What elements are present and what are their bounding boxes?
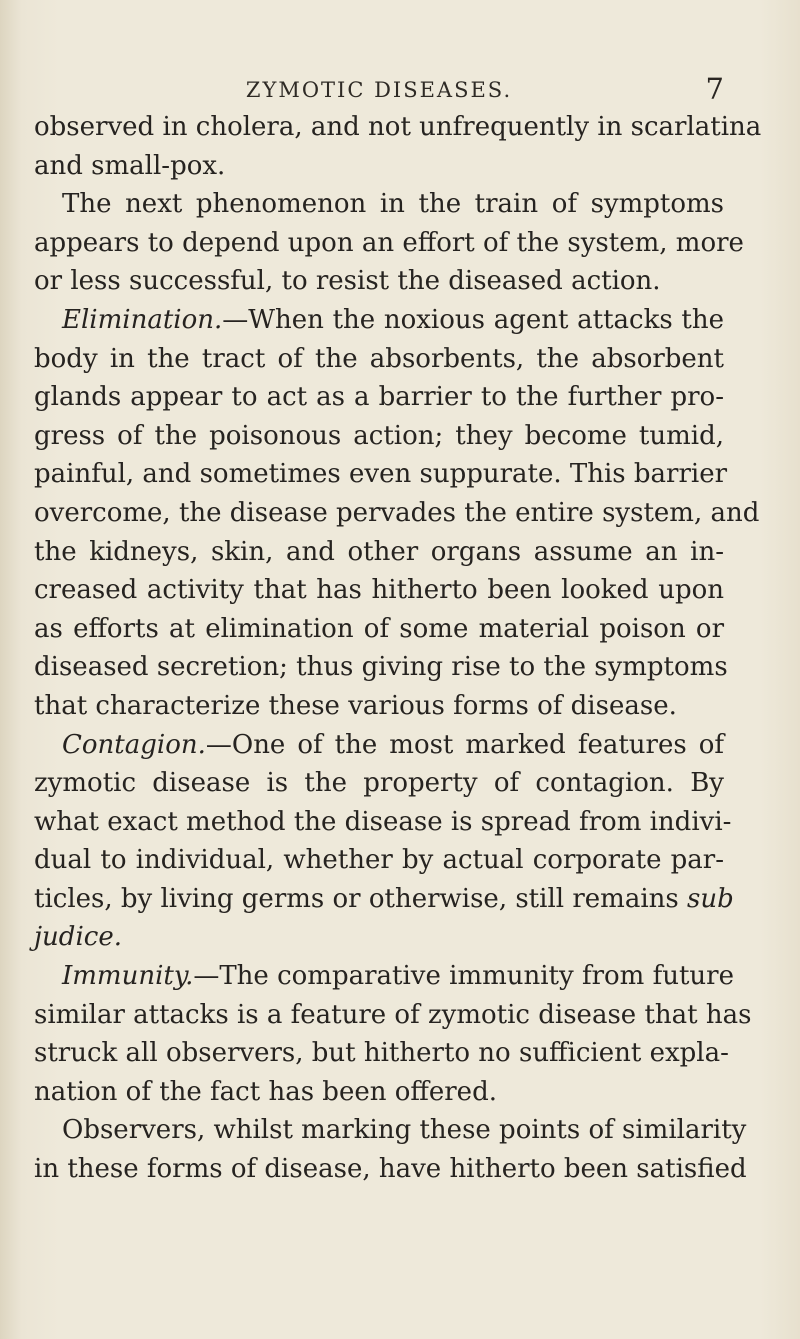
text-line: similar attacks is a feature of zymotic disease that has	[34, 999, 752, 1030]
text-line: or less successful, to resist the diseased action.	[34, 266, 661, 297]
text-line: body in the tract of the absorbents, the absorbent	[34, 343, 724, 374]
text-line: observed in cholera, and not unfrequently in scarlatina	[34, 112, 762, 142]
paragraph-start-line: Observers, whilst marking these points of similarity	[62, 1115, 747, 1146]
section-heading-contagion: Contagion.	[62, 729, 206, 760]
text-line: that characterize these various forms of disease.	[34, 690, 677, 721]
paragraph-start-line: The next phenomenon in the train of symptoms	[62, 189, 724, 220]
section-heading-immunity: Immunity.	[62, 961, 194, 992]
text-line: gress of the poisonous action; they become tumid,	[34, 420, 724, 451]
text-line: diseased secretion; thus giving rise to the symptoms	[34, 652, 728, 683]
text-line: overcome, the disease pervades the entire system, and	[34, 497, 760, 528]
text-line	[34, 918, 724, 957]
text-line: and small-pox.	[34, 150, 226, 181]
text-line: struck all observers, but hitherto no sufficient expla-	[34, 1038, 729, 1069]
text-line: creased activity that has hitherto been looked upon	[34, 575, 724, 606]
text-line: ticles, by living germs or otherwise, still remains sub	[34, 883, 734, 914]
text-line: zymotic disease is the property of contagion. By	[34, 768, 724, 799]
body-text	[34, 108, 762, 1189]
text-line: what exact method the disease is spread from indivi-	[34, 806, 732, 837]
section-heading-elimination: Elimination.	[62, 304, 223, 335]
section-immunity-line: Immunity.—The comparative immunity from future	[62, 961, 734, 992]
page-number: 7	[705, 72, 724, 106]
section-elimination-line: Elimination.—When the noxious agent attacks the	[62, 304, 724, 335]
latin-phrase-judice: judice.	[34, 922, 122, 953]
page-header	[34, 72, 724, 112]
section-contagion-line: Contagion.—One of the most marked features of	[62, 729, 724, 760]
text-line: nation of the fact has been offered.	[34, 1076, 497, 1107]
text-line: dual to individual, whether by actual corporate par-	[34, 845, 724, 876]
text-line: appears to depend upon an effort of the system, more	[34, 227, 744, 258]
latin-phrase-sub: sub	[686, 883, 734, 914]
text-line: painful, and sometimes even suppurate. This barrier	[34, 459, 728, 490]
text-line: glands appear to act as a barrier to the further pro-	[34, 382, 724, 413]
running-title: ZYMOTIC DISEASES.	[245, 78, 513, 102]
text-line: the kidneys, skin, and other organs assume an in-	[34, 536, 724, 567]
text-line: in these forms of disease, have hitherto been satisfied	[34, 1154, 747, 1185]
text-line: as efforts at elimination of some material poison or	[34, 613, 724, 644]
